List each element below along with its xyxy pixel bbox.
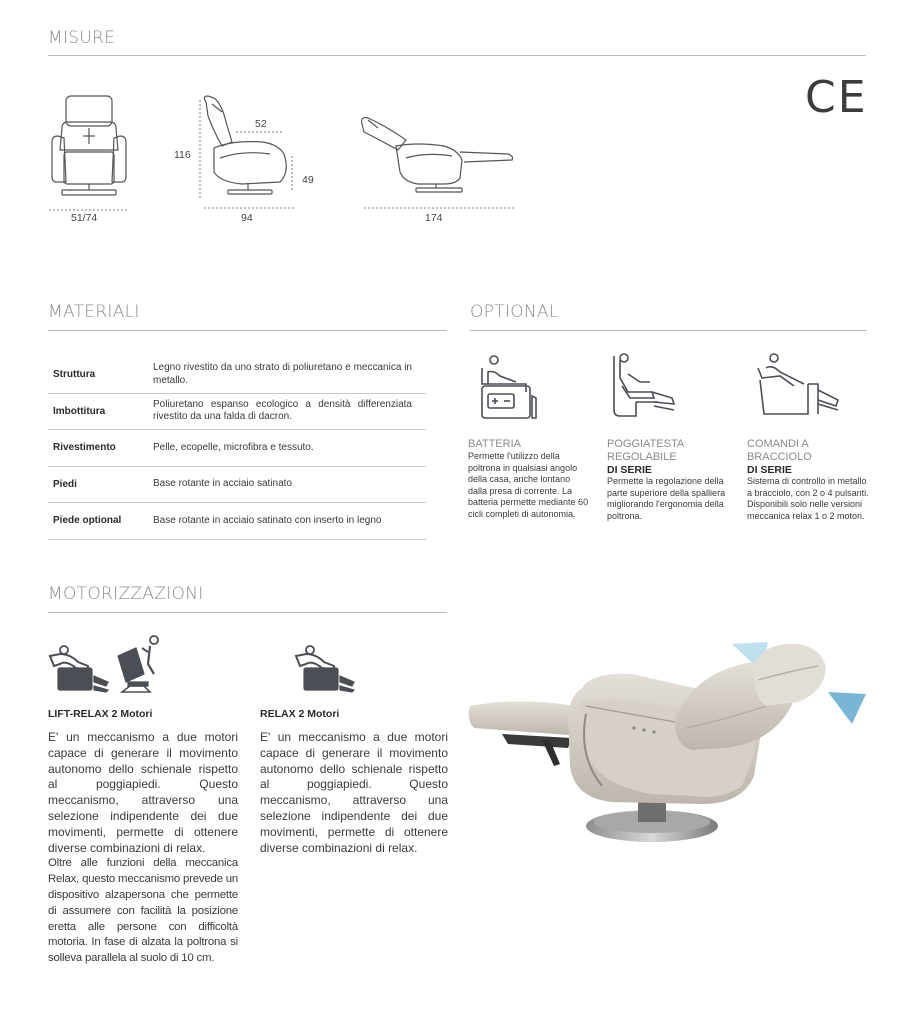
optional-heading: COMANDI A BRACCIOLO	[747, 438, 812, 463]
table-row	[48, 467, 426, 504]
section-rule-materiali	[48, 330, 447, 331]
table-row	[48, 430, 426, 467]
optional-serie-badge: DI SERIE	[607, 464, 652, 476]
material-label: Piedi	[53, 478, 77, 490]
material-label: Piede optional	[53, 515, 122, 527]
optional-description: Sistema di controllo in metallo a bracciolo, con 2 o 4 pulsanti. Disponibili solo nelle versioni meccanica relax 1 o 2 motori.	[747, 476, 869, 521]
battery-recliner-icon	[474, 352, 546, 424]
section-title-misure: MISURE	[48, 28, 116, 48]
section-title-motorizzazioni: MOTORIZZAZIONI	[48, 584, 204, 604]
chair-front-diagram	[44, 92, 134, 220]
material-value: Legno rivestito da uno strato di poliuretano e meccanica in metallo.	[153, 362, 412, 386]
armrest-controls-icon	[754, 350, 844, 422]
adjustable-headrest-icon	[606, 350, 678, 422]
optional-description: Permette l'utilizzo della poltrona in qualsiasi angolo della casa, anche lontano dalla presa di corrente. La batteria permette mediante 60 cicli completi di autonomia.	[468, 451, 589, 519]
dim-seat-height: 49	[302, 174, 314, 186]
lift-relax-text: E' un meccanismo a due motori capace di generare il movimento autonomo dello schienale rispetto al poggiapiedi. Questo meccanismo, attraverso una selezione indipendente dei due movimenti, permette di ottenere diverse combinazioni di relax.	[48, 730, 238, 855]
lift-relax-title: LIFT-RELAX 2 Motori	[48, 708, 153, 720]
section-rule-misure	[48, 55, 866, 56]
lift-relax-description	[48, 730, 238, 967]
materials-table	[48, 357, 426, 540]
optional-heading: BATTERIA	[468, 438, 521, 450]
table-row	[48, 503, 426, 540]
material-label: Imbottitura	[53, 405, 106, 417]
recliner-product-photo	[462, 636, 882, 856]
relax-description: E' un meccanismo a due motori capace di generare il movimento autonomo dello schienale rispetto al poggiapiedi. Questo meccanismo, attraverso una selezione indipendente dei due movimenti, permette di ottenere diverse combinazioni di relax.	[260, 730, 448, 855]
recliner-relax-icon-2	[294, 642, 358, 694]
section-title-materiali: MATERIALI	[48, 302, 140, 322]
optional-heading: POGGIATESTA REGOLABILE	[607, 438, 684, 463]
lift-relax-text-extra: Oltre alle funzioni della meccanica Relax, questo meccanismo prevede un dispositivo alzapersona che permette di assumere con facilità la posizione eretta alle persone con difficoltà motoria. In fase di alzata la poltrona si solleva parallela al suolo di 10 cm.	[48, 857, 238, 965]
optional-item-batteria	[468, 438, 590, 521]
dim-extended-length: 174	[425, 212, 443, 224]
dim-height: 116	[174, 149, 191, 161]
material-value: Pelle, ecopelle, microfibra e tessuto.	[153, 441, 314, 453]
optional-item-poggiatesta	[607, 438, 729, 522]
optional-serie-badge: DI SERIE	[747, 464, 792, 476]
chair-reclined-diagram	[356, 108, 522, 220]
optional-item-comandi	[747, 438, 869, 522]
material-value: Base rotante in acciaio satinato	[153, 478, 292, 489]
section-rule-optional	[470, 330, 867, 331]
dim-seat-depth: 52	[255, 118, 267, 130]
ce-mark: CE	[805, 72, 868, 123]
material-value: Poliuretano espanso ecologico a densità differenziata rivestito da una falda di dacron.	[153, 398, 412, 423]
dim-front-width: 51/74	[71, 212, 98, 224]
table-row	[48, 357, 426, 394]
section-title-optional: OPTIONAL	[470, 302, 559, 322]
section-rule-motorizzazioni	[48, 612, 447, 613]
material-value: Base rotante in acciaio satinato con inserto in legno	[153, 514, 382, 526]
table-row	[48, 394, 426, 431]
material-label: Struttura	[53, 369, 96, 381]
optional-description: Permette la regolazione della parte superiore della spalliera migliorando l'ergonomia della poltrona.	[607, 476, 726, 521]
recliner-relax-icon	[48, 642, 112, 694]
material-label: Rivestimento	[53, 442, 116, 454]
lift-chair-icon	[114, 634, 164, 694]
relax-title: RELAX 2 Motori	[260, 708, 340, 720]
chair-side-diagram	[192, 92, 304, 220]
dim-depth: 94	[241, 212, 253, 224]
